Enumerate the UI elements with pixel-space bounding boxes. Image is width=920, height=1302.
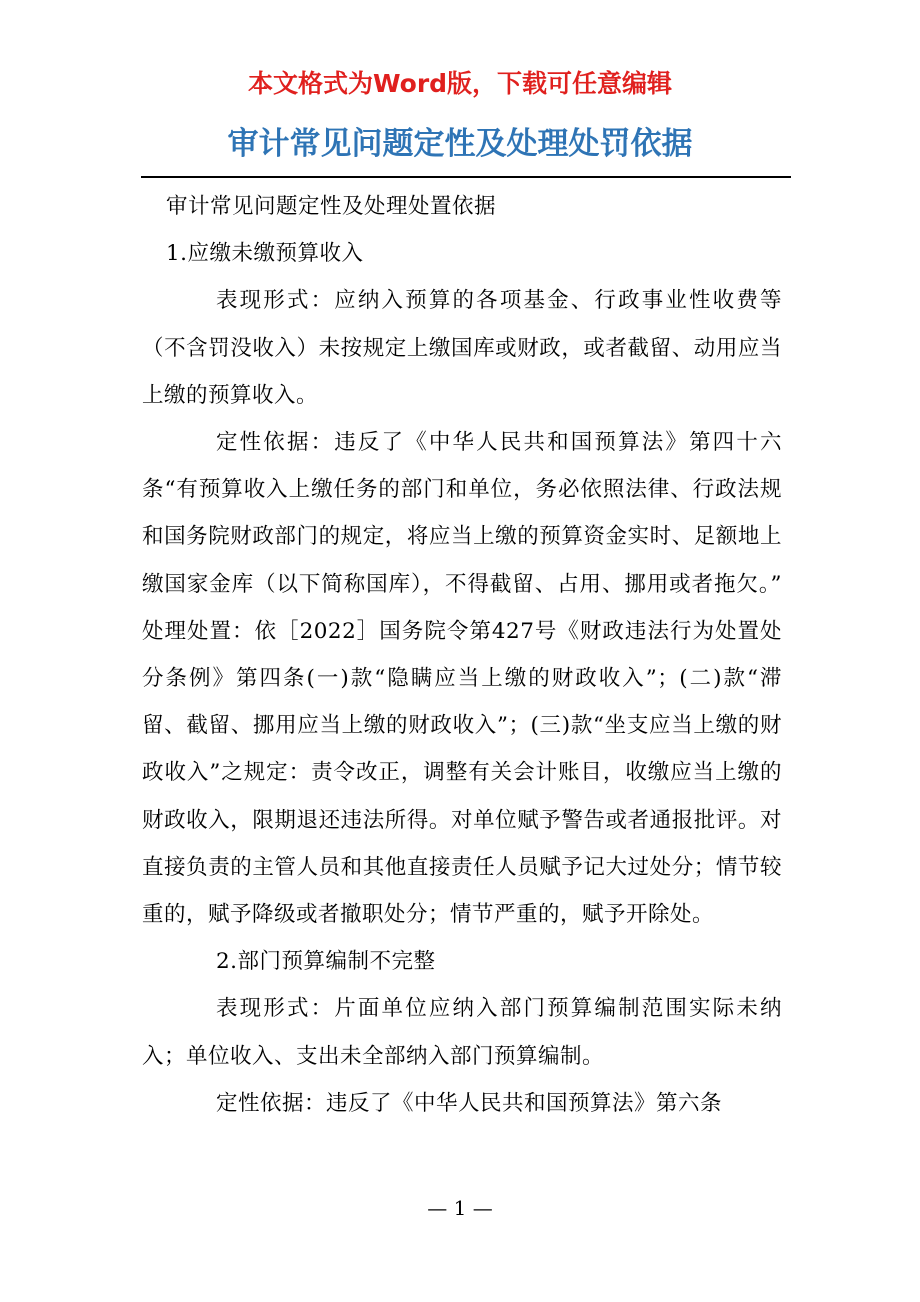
body-paragraph: 表现形式：应纳入预算的各项基金、行政事业性收费等（不含罚没收入）未按规定上缴国库或财政，或者截留、动用应当上缴的预算收入。 [142,288,782,408]
body-paragraph: 表现形式：片面单位应纳入部门预算编制范围实际未纳入；单位收入、支出未全部纳入部门预算编制。 [142,996,782,1069]
document-title: 审计常见问题定性及处理处罚依据 [227,126,693,162]
section-heading-1: 1.应缴未缴预算收入 [166,241,364,267]
subtitle-paragraph: 审计常见问题定性及处理处置依据 [166,194,497,219]
body-paragraph: 定性依据：违反了《中华人民共和国预算法》第四十六条“有预算收入上缴任务的部门和单位，务必依照法律、行政法规和国务院财政部门的规定，将应当上缴的预算资金实时、足额地上缴国家金库（以下简称国库），不得截留、占用、挪用或者拖欠。” 处理处置：依［2022］国务院令第427号《财政违法行为处置处分条例》第四条(一)款“隐瞒应当上缴的财政收入”；(二)款“滞留、截留、挪用应当上缴的财政收入”；(三)款“坐支应当上缴的财政收入”之规定：责令改正，调整有关会计账目，收缴应当上缴的财政收入，限期退还违法所得。对单位赋予警告或者通报批评。对直接负责的主管人员和其他直接责任人员赋予记大过处分；情节较重的，赋予降级或者撤职处分；情节严重的，赋予开除处。 [142,430,849,928]
body-paragraph: 定性依据：违反了《中华人民共和国预算法》第六条 [216,1090,723,1116]
format-notice-banner: 本文格式为Word版，下载可任意编辑 [247,69,673,98]
document-body [142,183,849,1127]
page-number: — 1 — [427,1196,493,1220]
section-heading-2: 2.部门预算编制不完整 [216,949,436,975]
title-divider [141,176,791,178]
